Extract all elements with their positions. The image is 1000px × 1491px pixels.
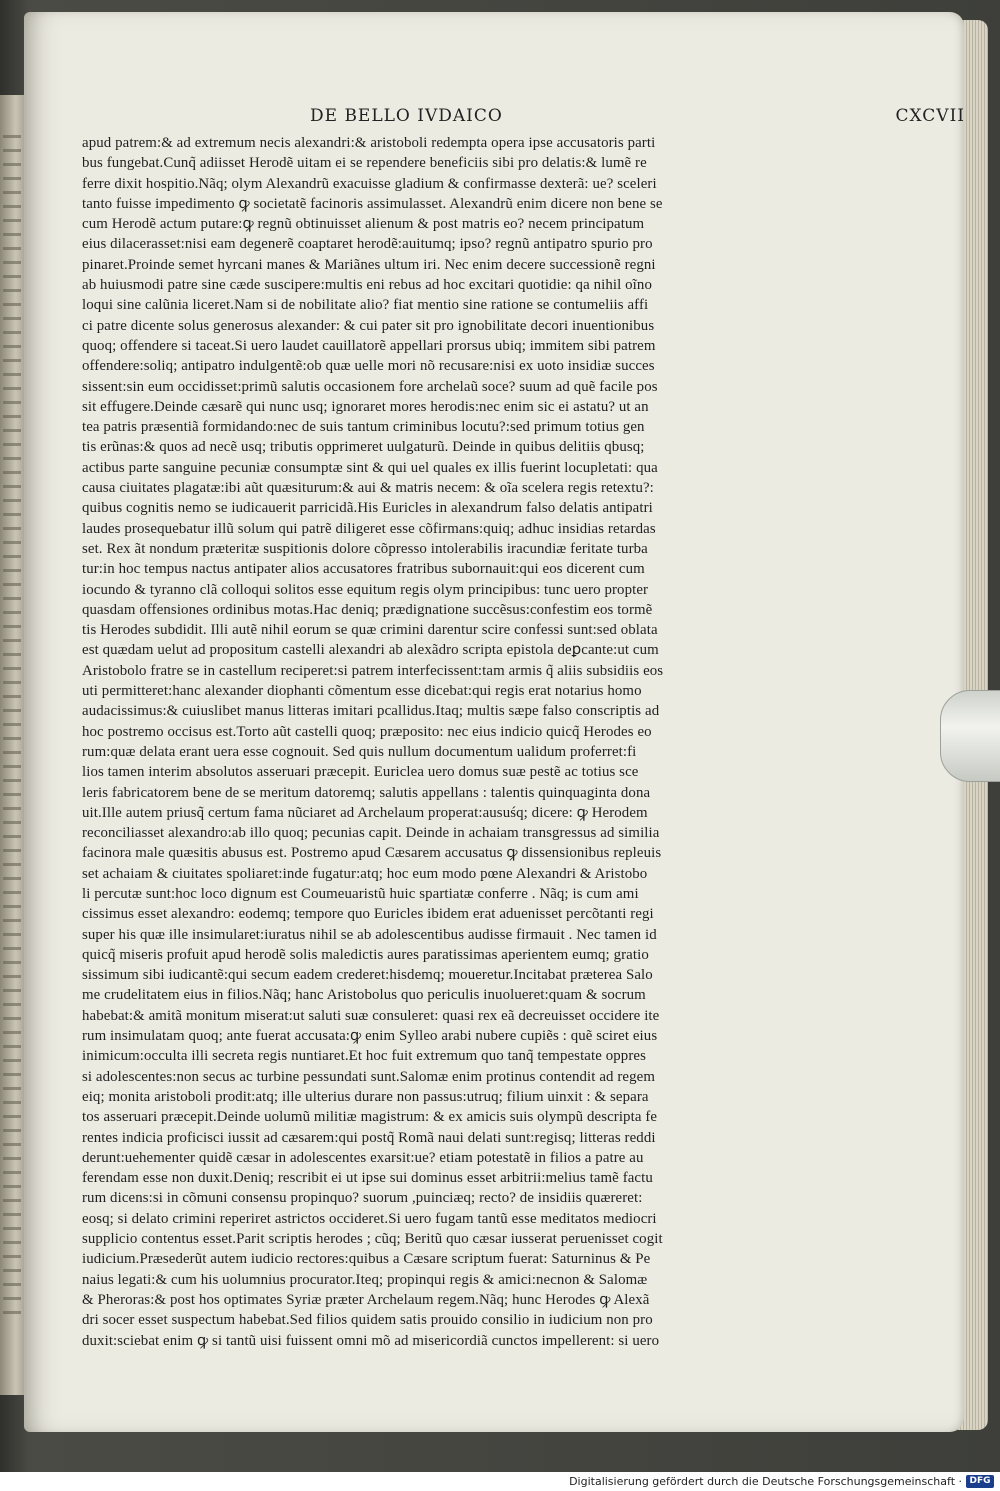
- running-title: DE BELLO IVDAICO: [310, 106, 503, 126]
- text-line: & Pheroras:& post hos optimates Syriæ præter Archelaum regem.Nãq; hunc Herodes ꝙ Alexã: [82, 1291, 650, 1308]
- text-line: cum Herodẽ actum putare:ꝙ regnũ obtinuisset alienum & post matris eo? necem principatum: [82, 216, 645, 233]
- text-line: eiq; monita aristoboli prodit:atq; ille ulterius durare non passus:utruq; filium uinxit : & separa: [82, 1088, 649, 1105]
- text-line: loqui sine calũnia liceret.Nam si de nobilitate alio? fiat mentio sine ratione se contumeliis affi: [82, 297, 649, 314]
- text-line: uit.Ille autem priusq̃ certum fama nũciaret ad Archelaum properat:ausuśq; dicere: ꝙ Herodem: [82, 804, 648, 821]
- page-header: [60, 106, 965, 132]
- text-line: ci patre dicente solus generosus alexander: & cui pater sit pro ignobilitate decori inuentionibus: [82, 317, 655, 334]
- text-line: tos asseruari præcepit.Deinde uolumũ militiæ magistrum: & ex amicis suis olympũ descripta fe: [82, 1109, 658, 1126]
- text-line: tanto fuisse impedimento ꝙ societatẽ facinoris assimulasset. Alexandrũ enim dicere non bene se: [82, 195, 663, 212]
- text-line: duxit:sciebat enim ꝙ si tantũ uisi fuissent omni mõ ad misericordiã cunctos impellerent: si uero: [82, 1332, 660, 1349]
- text-line: sissent:sin eum occidisset:primũ salutis occasionem fore archelaũ soce? suum ad quẽ facile pos: [82, 378, 658, 395]
- text-line: lios tamen interim absolutos asseruari præcepit. Euriclea uero domus suæ pestẽ ac totius sce: [82, 764, 639, 781]
- text-line: tea patris præsentiã formidando:nec de suis tantum criminibus locutu?:sed primum totius gen: [82, 419, 645, 436]
- text-line: facinora male quæsitis abusus est. Postremo apud Cæsarem accusatus ꝙ dissensionibus repleuis: [82, 845, 662, 862]
- text-line: set. Rex ãt nondum præteritæ suspitionis dolore cõpresso intolerabilis iracundiæ feritate turba: [82, 540, 648, 557]
- text-line: rentes indicia proficisci iussit ad cæsarem:qui postq̃ Romã naui delati sunt:regisq; litteras reddi: [82, 1129, 656, 1146]
- text-line: ferre dixit hospitio.Nãq; olym Alexandrũ exacuisse gladium & confirmasse dexterã: ue? sceleri: [82, 175, 657, 192]
- text-line: set achaiam & ciuitates spoliaret:inde fugatur:atq; hoc eum modo pœne Alexandri & Aristobo: [82, 865, 648, 882]
- text-line: eosq; si delato crimini reperiret astrictos occideret.Si uero fugam tantũ esse meditatos mediocri: [82, 1210, 657, 1227]
- text-line: eius dilacerasset:nisi eam degenerẽ coaptaret herodẽ:auitumq; ipso? regnũ antipatro spurio pro: [82, 236, 653, 253]
- facing-page-text-shadow: [3, 135, 21, 1315]
- text-line: ferendam esse non duxit.Deniq; rescribit ei ut ipse sui dominus esset arbitrii:melius tamẽ factu: [82, 1170, 653, 1187]
- text-line: cissimus esset alexandro: eodemq; tempore quo Euricles ibidem erat aduenisset percõtanti regi: [82, 906, 654, 923]
- text-line: offendere:soliq; antipatro indulgentẽ:ob quæ uelle mori nõ recusare:nisi ex uoto insidiæ succes: [82, 358, 655, 375]
- text-line: sissimum sibi iudicantẽ:qui secum eadem crederet:hisdemq; moueretur.Incitabat præterea Salo: [82, 967, 653, 984]
- text-line: quasdam offensiones ordinibus motas.Hac deniq; prædignatione succẽsus:confestim eos tormẽ: [82, 601, 653, 618]
- text-line: iocundo & tyranno clã colloqui solitos esse equitum regis olym principibus: tunc uero propter: [82, 581, 649, 598]
- text-line: li percutæ sunt:hoc loco dignum est Coumeuaristũ huic spartiatæ conferre . Nãq; is cum ami: [82, 885, 639, 902]
- text-line: apud patrem:& ad extremum necis alexandri:& aristoboli redempta opera ipse accusatoris parti: [82, 135, 656, 151]
- text-line: derunt:uehementer quidẽ cæsar in adolescentes exarsit:ue? etiam potestatẽ in filios a patre au: [82, 1149, 644, 1166]
- text-line: rum:quæ delata erant uera esse cognouit. Sed quis nullum documentum ualidum proferret:fi: [82, 743, 637, 760]
- facing-page-edge: [0, 95, 26, 1395]
- text-line: audacissimus:& cuiuslibet manus litteras imitari pcallidus.Itaq; multis sæpe falso conscriptis ad: [82, 703, 660, 720]
- text-line: naius legati:& cum his uolumnius procurator.Iteq; propinqui regis & amici:necnon & Salomæ: [82, 1271, 648, 1288]
- text-line: rum insimulatam quoq; ante fuerat accusata:ꝙ enim Sylleo arabi nubere cupiẽs : quẽ sciret eius: [82, 1028, 658, 1045]
- dfg-logo: DFG: [966, 1475, 994, 1488]
- text-line: quibus cognitis nemo se iudicauerit parricidã.His Euricles in alexandrum falso delatis antipatri: [82, 500, 653, 517]
- text-line: super his quæ ille insimularet:iuratus nihil se ab adolescentibus audisse firmauit . Nec tamen id: [82, 926, 657, 943]
- text-line: Aristobolo fratre se in castellum reciperet:si patrem interfecissent:tam armis q̃ aliis subsidiis eos: [82, 662, 664, 679]
- text-line: tur:in hoc tempus nactus antipater alios accusatores fratribus subornauit:qui eos dicerent cum: [82, 561, 645, 578]
- text-line: laudes prosequebatur illũ solum qui patrẽ diligeret esse cõfirmans:quiq; adhuc insidias retardas: [82, 520, 656, 537]
- text-line: actibus parte sanguine pecuniæ consumptæ sint & qui uel quales ex illis fuerint locupletati: qua: [82, 459, 658, 476]
- folio-number: CXCVII: [895, 106, 965, 126]
- text-line: me crudelitatem eius in filios.Nãq; hanc Aristobolus quo periculis inuolueret:quam & socrum: [82, 987, 646, 1004]
- text-line: iudicium.Præsederũt autem iudicio rectores:quibus a Cæsare scriptum fuerat: Saturninus & Pe: [82, 1251, 651, 1268]
- footer-bar: [0, 1472, 1000, 1491]
- text-line: tis erũnas:& quos ad necẽ usq; tributis opprimeret uulgaturũ. Deinde in quibus delitiis qbusq;: [82, 439, 645, 456]
- text-line: hoc postremo occisus est.Torto aũt castelli quoq; præposito: nec eius indicio quicq̃ Herodes eo: [82, 723, 652, 740]
- text-line: inimicum:occulta illi secreta regis nuntiaret.Et hoc fuit extremum quo tanq̃ tempestate oppres: [82, 1048, 646, 1065]
- text-line: dri socer esset suspectum habebat.Sed filios quidem satis prouido consilio in iudicium non pro: [82, 1312, 653, 1329]
- text-line: si adolescentes:non secus ac turbine pessundati sunt.Salomæ enim protinus contendit ad regem: [82, 1068, 655, 1085]
- text-line: habebat:& amitã monitum miserat:ut saluti suæ consuleret: quasi rex eã decreuisset occidere ite: [82, 1007, 660, 1024]
- text-line: rum dicens:si in cõmuni consensu propinquo? suorum ,puinciæq; recto? de insidiis quæreret:: [82, 1190, 643, 1207]
- text-line: quoq; offendere si taceat.Si uero laudet cauillatorẽ appellari prorsus ubiq; immitem sibi patrem: [82, 337, 656, 354]
- body-text: [82, 133, 962, 1351]
- text-line: sit effugere.Deinde cæsarẽ qui nunc usq; ignoraret mores herodis:nec enim sic ei astatu? ut an: [82, 398, 649, 415]
- text-line: uti permitteret:hanc alexander diophanti cõmentum esse dicebat:qui regis erat notarius homo: [82, 683, 642, 700]
- text-line: causa ciuitates plagatæ:ibi aũt quæsiturum:& aui & matris necem: & oĩa scelera regis retextu?:: [82, 480, 654, 497]
- funding-credit: Digitalisierung gefördert durch die Deutsche Forschungsgemeinschaft ·: [569, 1475, 962, 1488]
- text-line: est quædam uelut ad propositum castelli alexandri ab alexãdro scripta epistola deꝑcante:ut cum: [82, 642, 659, 659]
- text-line: tis Herodes subdidit. Illi autẽ nihil eorum se quæ crimini darentur scire confessi sunt:sed oblata: [82, 622, 658, 639]
- text-line: pinaret.Proinde semet hyrcani manes & Mariãnes ultum iri. Nec enim decere successionẽ regni: [82, 256, 656, 273]
- text-line: quicq̃ miseris profuit apud herodẽ solis maledictis aures paratissimas aperientem eumq; gratio: [82, 946, 649, 963]
- text-line: reconciliasset alexandro:ab illo quoq; pecunias capit. Deinde in achaiam transgressus ad similia: [82, 825, 660, 842]
- text-line: ab huiusmodi patre sine cæde suscipere:multis eni rebus ad hoc excitari quotidie: qa nihil oĩno: [82, 277, 652, 294]
- text-line: supplicio contentus esset.Parit scriptis herodes ; cũq; Beritũ quo cæsar iusserat peruenisset cogit: [82, 1231, 663, 1248]
- text-line: leris fabricatorem bene de se meritum datoremq; salutis appellans : talentis quinquaginta dona: [82, 784, 651, 801]
- text-line: bus fungebat.Cunq̃ adiisset Herodẽ uitam ei se rependere beneficiis sibi pro delatis:& lumẽ re: [82, 155, 647, 172]
